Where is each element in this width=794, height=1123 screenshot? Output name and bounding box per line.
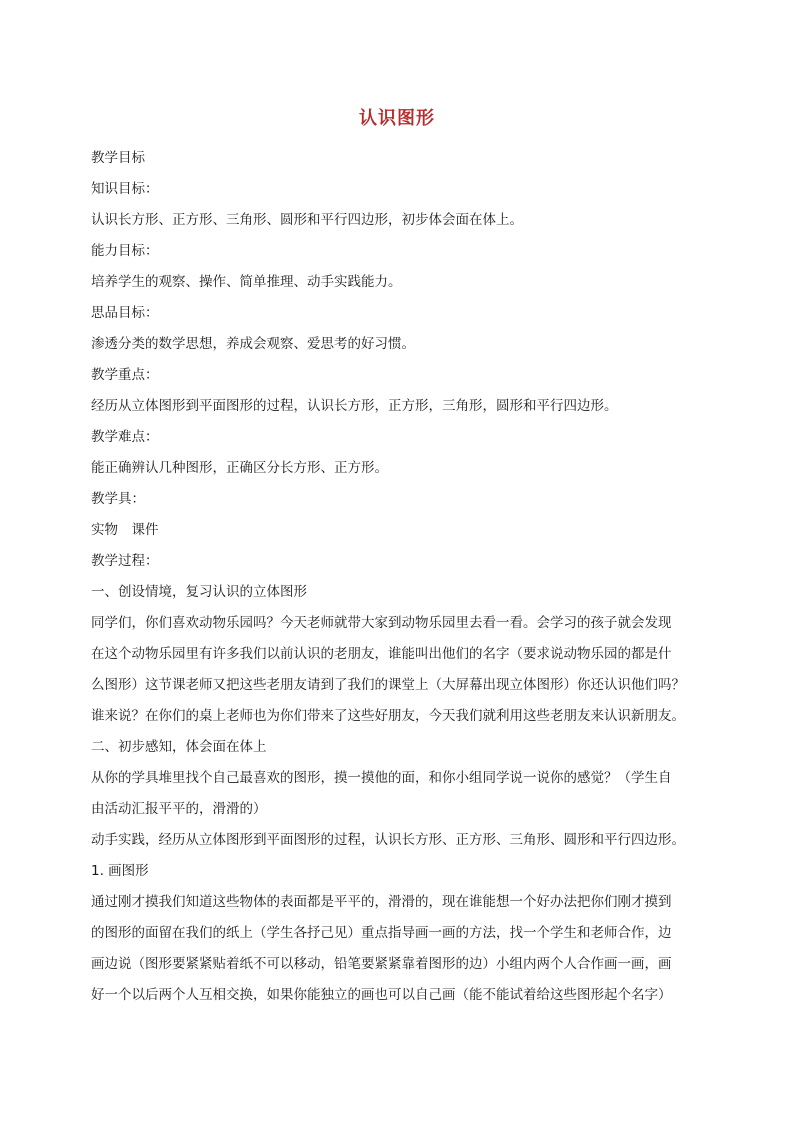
paragraph-line: 教学难点： (91, 429, 159, 445)
paragraph-line: 的图形的面留在我们的纸上（学生各抒己见）重点指导画一画的方法，找一个学生和老师合作，边 (91, 925, 672, 941)
paragraph-line: 培养学生的观察、操作、简单推理、动手实践能力。 (91, 274, 402, 290)
paragraph-line: 从你的学具堆里找个自己最喜欢的图形，摸一摸他的面，和你小组同学说一说你的感觉？（学生自 (91, 770, 672, 786)
document-title: 认识图形 (359, 108, 435, 129)
paragraph-line: 谁来说？在你们的桌上老师也为你们带来了这些好朋友，今天我们就利用这些老朋友来认识新朋友。 (91, 708, 685, 724)
paragraph-line: 教学过程： (91, 553, 159, 569)
paragraph-line: 么图形）这节课老师又把这些老朋友请到了我们的课堂上（大屏幕出现立体图形）你还认识他们吗？ (91, 677, 685, 693)
paragraph-line: 渗透分类的数学思想，养成会观察、爱思考的好习惯。 (91, 336, 415, 352)
document-body (91, 143, 703, 1011)
paragraph-line: 动手实践，经历从立体图形到平面图形的过程，认识长方形、正方形、三角形、圆形和平行四边形。 (91, 832, 685, 848)
paragraph-line: 教学具： (91, 491, 145, 507)
paragraph-line: 能正确辨认几种图形，正确区分长方形、正方形。 (91, 460, 388, 476)
paragraph-line: 实物 课件 (91, 522, 159, 538)
paragraph-line: 同学们，你们喜欢动物乐园吗？今天老师就带大家到动物乐园里去看一看。会学习的孩子就会发现 (91, 615, 672, 631)
paragraph-line: 教学目标 (91, 150, 145, 166)
paragraph-line: 由活动汇报平平的，滑滑的） (91, 801, 267, 817)
paragraph-line: 通过刚才摸我们知道这些物体的表面都是平平的，滑滑的，现在谁能想一个好办法把你们刚才摸到 (91, 894, 672, 910)
paragraph-line: 能力目标： (91, 243, 159, 259)
paragraph-line: 画边说（图形要紧紧贴着纸不可以移动，铅笔要紧紧靠着图形的边）小组内两个人合作画一画，画 (91, 956, 672, 972)
paragraph-line: 好一个以后两个人互相交换，如果你能独立的画也可以自己画（能不能试着给这些图形起个名字） (91, 987, 672, 1003)
paragraph-line: 二、初步感知，体会面在体上 (91, 739, 267, 755)
paragraph-line: 经历从立体图形到平面图形的过程，认识长方形，正方形，三角形，圆形和平行四边形。 (91, 398, 618, 414)
paragraph-line: 教学重点： (91, 367, 159, 383)
paragraph-line: 思品目标： (91, 305, 159, 321)
paragraph-line: 一、创设情境，复习认识的立体图形 (91, 584, 307, 600)
paragraph-line: 知识目标： (91, 181, 159, 197)
paragraph-line: 1. 画图形 (91, 863, 149, 879)
paragraph-line: 认识长方形、正方形、三角形、圆形和平行四边形，初步体会面在体上。 (91, 212, 523, 228)
paragraph-line: 在这个动物乐园里有许多我们以前认识的老朋友，谁能叫出他们的名字（要求说动物乐园的都是什 (91, 646, 672, 662)
